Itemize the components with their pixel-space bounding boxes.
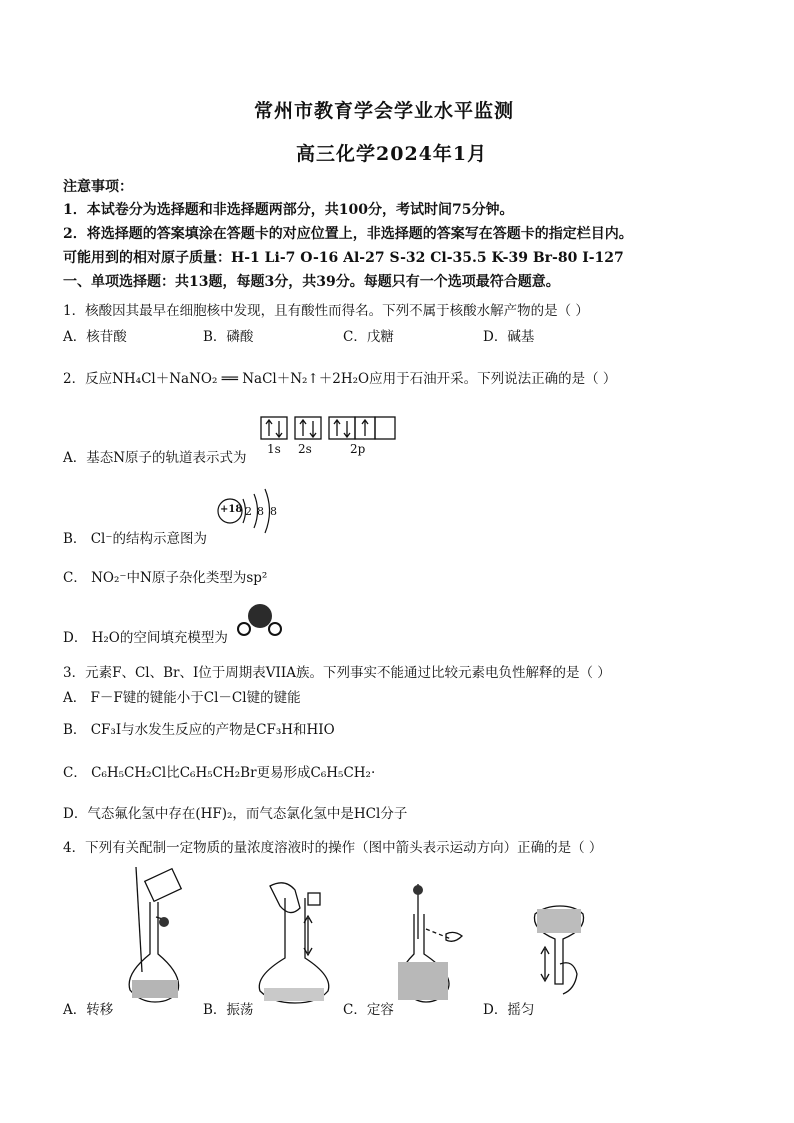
orbital-label-2s: 2s bbox=[298, 442, 312, 456]
exam-subtitle: 高三化学2024年1月 bbox=[296, 143, 488, 165]
q4-stem: 4．下列有关配制一定物质的量浓度溶液时的操作（图中箭头表示运动方向）正确的是（ ） bbox=[63, 840, 603, 856]
q4-option-d: D．摇匀 bbox=[483, 1002, 535, 1018]
notes-item-2: 2．将选择题的答案填涂在答题卡的对应位置上，非选择题的答案写在答题卡的指定栏目内。 bbox=[63, 226, 633, 242]
q2-option-a: A．基态N原子的轨道表示式为 bbox=[63, 450, 247, 466]
q3-option-a: A． F－F键的键能小于Cl－Cl键的键能 bbox=[63, 690, 301, 706]
water-space-filling-model bbox=[235, 602, 285, 642]
fix-volume-illustration bbox=[396, 884, 476, 1009]
transfer-illustration bbox=[120, 862, 190, 1007]
orbital-label-2p: 2p bbox=[350, 442, 366, 456]
atomic-masses: 可能用到的相对原子质量：H-1 Li-7 O-16 Al-27 S-32 Cl-35.5 K-39 Br-80 I-127 bbox=[63, 250, 624, 266]
shell-electrons-3: 8 bbox=[270, 505, 277, 518]
q3-option-d: D．气态氟化氢中存在(HF)₂，而气态氯化氢中是HCl分子 bbox=[63, 806, 408, 822]
q1-option-a: A．核苷酸 bbox=[63, 329, 127, 345]
nucleus-charge: +18 bbox=[220, 504, 243, 515]
q1-option-c: C．戊糖 bbox=[343, 329, 394, 345]
shell-electrons-2: 8 bbox=[257, 505, 264, 518]
notes-heading: 注意事项： bbox=[63, 179, 133, 195]
q4-option-a: A．转移 bbox=[63, 1002, 114, 1018]
q3-option-b: B． CF₃I与水发生反应的产物是CF₃H和HIO bbox=[63, 722, 335, 738]
q2-option-c: C． NO₂⁻中N原子杂化类型为sp² bbox=[63, 570, 268, 586]
q1-option-b: B．磷酸 bbox=[203, 329, 254, 345]
mix-illustration bbox=[525, 904, 605, 1004]
exam-title: 常州市教育学会学业水平监测 bbox=[254, 100, 515, 122]
q1-stem: 1．核酸因其最早在细胞核中发现，且有酸性而得名。下列不属于核酸水解产物的是（ ） bbox=[63, 303, 589, 319]
section-heading: 一、单项选择题：共13题，每题3分，共39分。每题只有一个选项最符合题意。 bbox=[63, 274, 560, 290]
shell-electrons-1: 2 bbox=[245, 505, 252, 518]
q4-option-c: C．定容 bbox=[343, 1002, 394, 1018]
q2-option-b: B． Cl⁻的结构示意图为 bbox=[63, 531, 207, 547]
orbital-label-1s: 1s bbox=[267, 442, 281, 456]
q2-option-d: D． H₂O的空间填充模型为 bbox=[63, 630, 228, 646]
q1-option-d: D．碱基 bbox=[483, 329, 535, 345]
q4-option-b: B．振荡 bbox=[203, 1002, 254, 1018]
q3-stem: 3．元素F、Cl、Br、I位于周期表VIIA族。下列事实不能通过比较元素电负性解释的是（ ） bbox=[63, 665, 611, 681]
q2-stem: 2．反应NH₄Cl＋NaNO₂ ══ NaCl＋N₂↑＋2H₂O应用于石油开采。下列说法正确的是（ ） bbox=[63, 371, 617, 387]
shake-illustration bbox=[250, 878, 350, 1008]
notes-item-1: 1．本试卷分为选择题和非选择题两部分，共100分，考试时间75分钟。 bbox=[63, 202, 514, 218]
q3-option-c: C． C₆H₅CH₂Cl比C₆H₅CH₂Br更易形成C₆H₅CH₂· bbox=[63, 765, 376, 781]
